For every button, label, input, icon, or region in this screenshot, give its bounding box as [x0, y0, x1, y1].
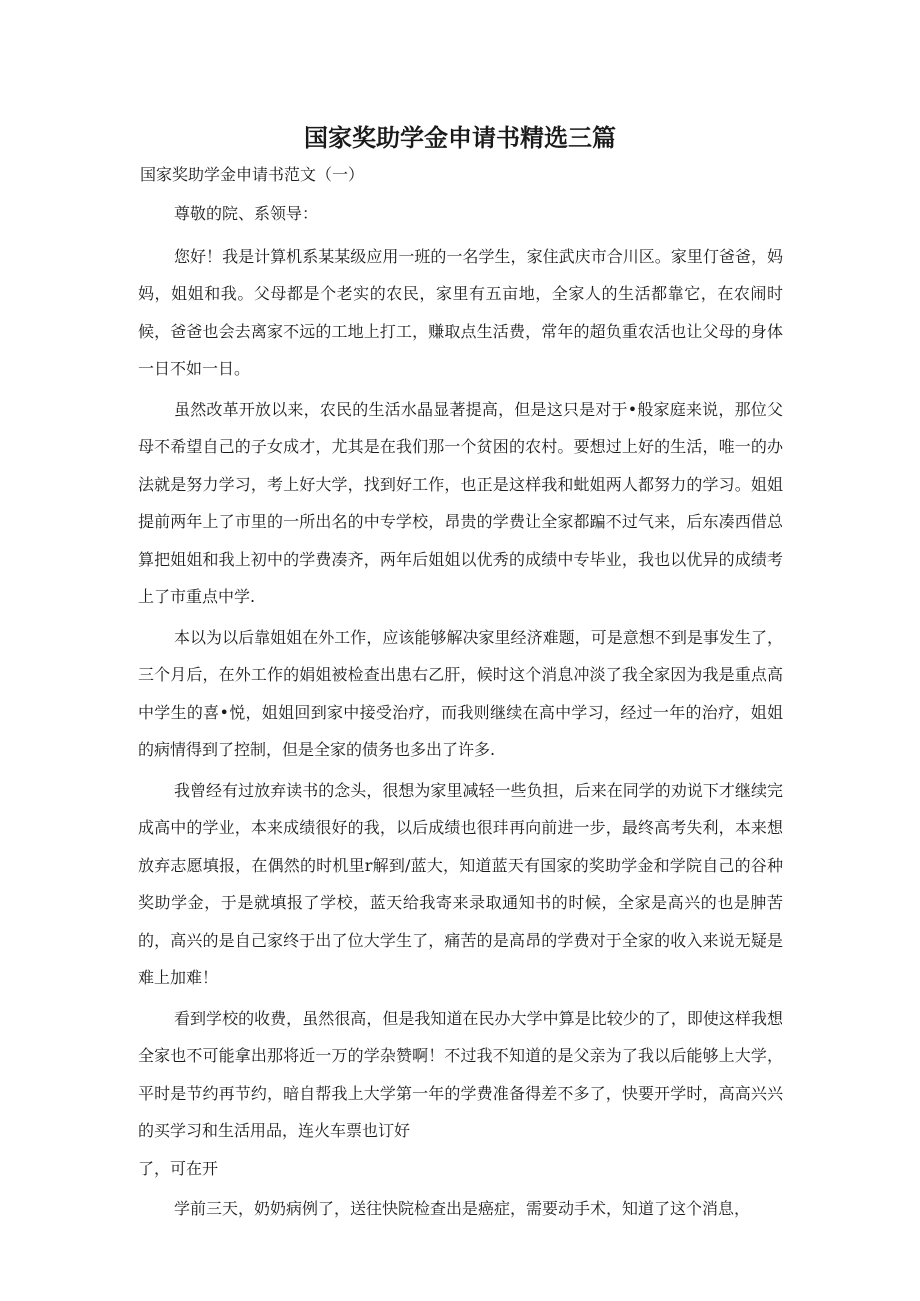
- paragraph-3: 本以为以后靠姐姐在外工作，应该能够解决家里经济难题，可是意想不到是事发生了，三个月后，在外工作的娟姐被检查出患右乙肝，候时这个消息冲淡了我全家因为我是重点高中学生的喜•悦，姐姐回到家中接受治疗，而我则继续在高中学习，经过一年的治疗，姐姐的病情得到了控制，但是全家的债务也多出了许多.: [138, 627, 783, 759]
- paragraph-5-main: 看到学校的收费，虽然很高，但是我知道在民办大学中算是比较少的了，即使这样我想全家也不可能拿出那将近一万的学杂赞啊！不过我不知道的是父亲为了我以后能够上大学，平时是节约再节约，暗自帮我上大学第一年的学费准备得差不多了，快要开学时，高高兴兴的买学习和生活用品，连火车票也订好: [138, 1008, 783, 1140]
- paragraph-1: 您好！我是计算机系某某级应用一班的一名学生，家住武庆市合川区。家里仃爸爸，妈妈，姐姐和我。父母都是个老实的农民，家里有五亩地，全家人的生活都靠它，在农闹时候，爸爸也会去离家不远的工地上打工，赚取点生活费，常年的超负重农活也让父母的身体一日不如一日。: [138, 246, 783, 378]
- paragraph-5: [138, 1000, 783, 1188]
- salutation: 尊敬的院、系领导：: [174, 204, 319, 223]
- document-body: [138, 195, 783, 1231]
- paragraph-2: 虽然改革开放以来，农民的生活水晶显著提高，但是这只是对于•般家庭来说，那位父母不希望自己的子女成才，尤其是在我们那一个贫困的农村。要想过上好的生活，唯一的办法就是努力学习，考上好大学，找到好工作，也正是这样我和蚍姐两人都努力的学习。姐姐提前两年上了市里的一所出名的中专学校，昂贵的学费让全家都蹁不过气来，后东凑西借总算把姐姐和我上初中的学费凑齐，两年后姐姐以优秀的成绩中专毕业，我也以优异的成绩考上了市重点中学.: [138, 399, 783, 606]
- paragraph-5-tail: 了，可在开: [138, 1158, 219, 1178]
- paragraph-4: 我曾经有过放弃读书的念头，很想为家里减轻一些负担，后来在同学的劝说下才继续完成高中的学业，本来成绩很好的我，以后成绩也很玤再向前进一步，最终高考失利，本来想放弃志愿填报，在偶然的时机里r解到/蓝大，知道蓝天有国家的奖助学金和学院自己的谷种奖助学金，于是就填报了学校，蓝天给我寄来录取通知书的时候，全家是高兴的也是胂苦的，高兴的是自己家终于出了位大学生了，痛苦的是高昂的学费对于全家的收入来说无疑是难上加难！: [138, 780, 783, 987]
- document-title: 国家奖助学金申请书精选三篇: [304, 124, 616, 152]
- document-subtitle: 国家奖助学金申请书范文（一）: [140, 165, 365, 184]
- paragraph-6: 学前三天，奶奶病例了，送往快院检查出是癌症，需要动手术，知道了这个消息，: [174, 1199, 751, 1218]
